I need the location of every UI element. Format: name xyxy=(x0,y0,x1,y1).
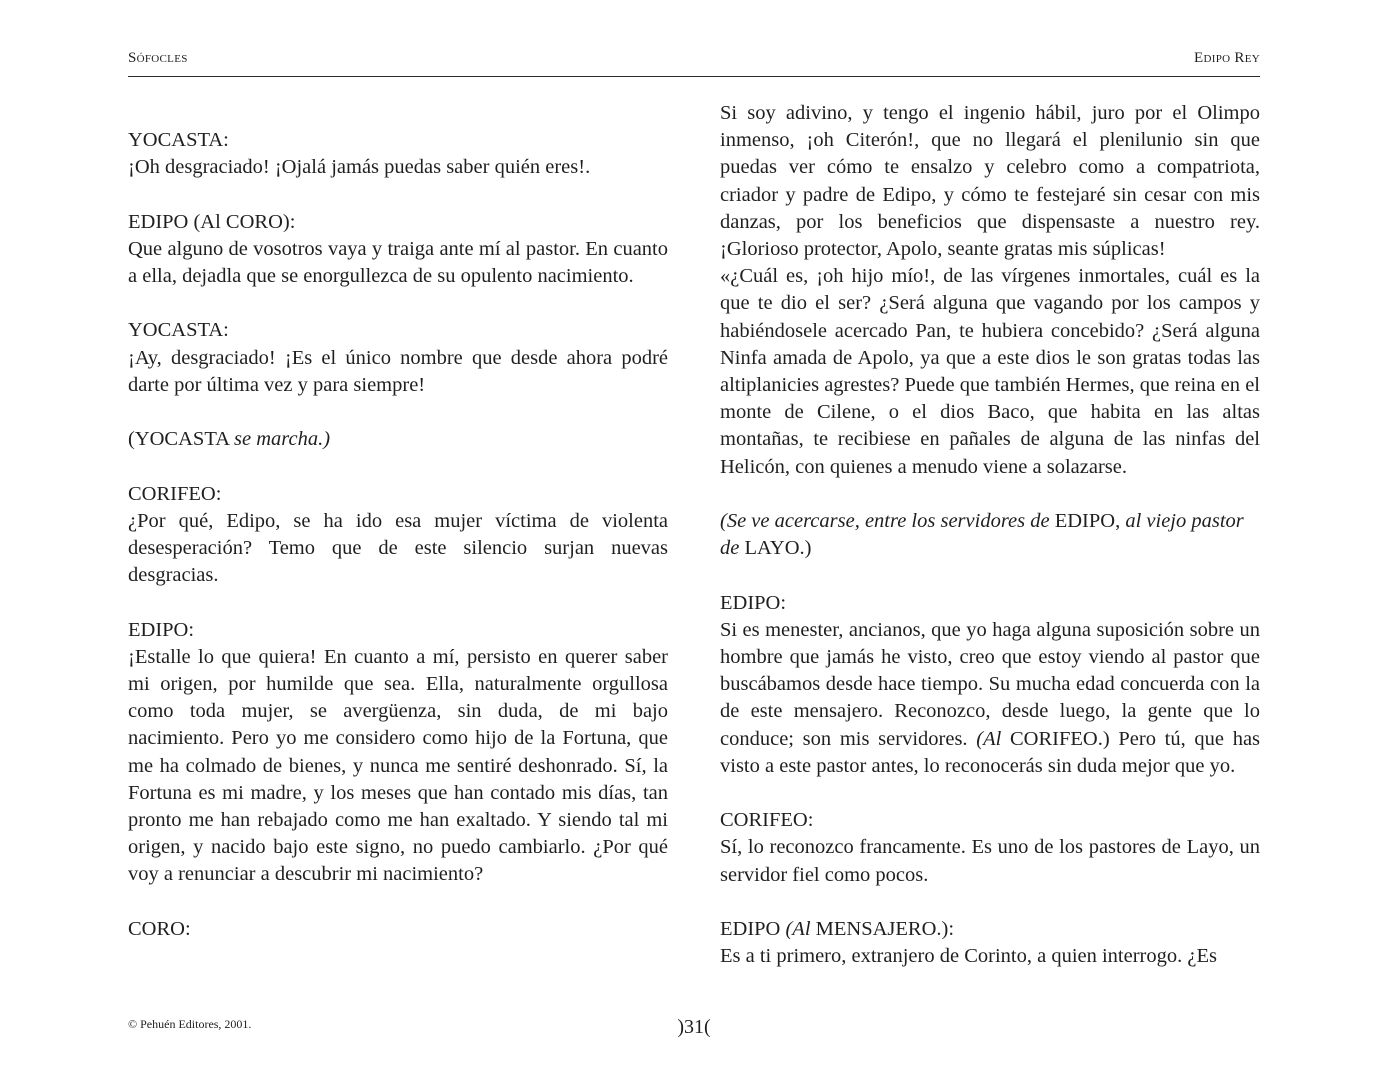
speech-text: ¡Ay, desgraciado! ¡Es el único nombre que desde ahora podré darte por última vez y para siempre! xyxy=(128,346,668,396)
stage-direction: (Se ve acercarse, entre los servidores de EDIPO, al viejo pastor de LAYO.) xyxy=(720,510,1244,560)
header-author: Sófocles xyxy=(128,50,188,66)
header-title: Edipo Rey xyxy=(1194,50,1260,66)
speech-text: ¿Por qué, Edipo, se ha ido esa mujer víctima de violenta desesperación? Temo que de este silencio surjan nuevas desgracias. xyxy=(128,509,668,587)
speech-block xyxy=(128,617,668,889)
stage-direction: (Al xyxy=(976,727,1010,750)
speaker-name: EDIPO: xyxy=(128,618,195,641)
speech-block xyxy=(720,916,1260,970)
speaker-name: CORO: xyxy=(128,917,191,940)
speech-block xyxy=(128,916,668,943)
copyright-notice: © Pehuén Editores, 2001. xyxy=(128,1017,252,1031)
speech-text: ¡Oh desgraciado! ¡Ojalá jamás puedas saber quién eres!. xyxy=(128,156,591,179)
speech-block xyxy=(128,209,668,291)
speech-block xyxy=(128,317,668,399)
speech-block xyxy=(720,807,1260,889)
speech-block xyxy=(720,590,1260,780)
speaker-name: CORIFEO: xyxy=(128,482,222,505)
speech-text: ¡Estalle lo que quiera! En cuanto a mí, persisto en querer saber mi origen, por humilde que sea. Ella, naturalmente orgullosa como toda mujer, se avergüenza, sin duda, de mi bajo nacimiento. Pero yo me considero como hijo de la Fortuna, que me ha colmado de bienes, y nunca me sentiré deshonrado. Sí, la Fortuna es mi madre, y los meses que han contado mis días, tan pronto me han rebajado como me han exaltado. Y siendo tal mi origen, y nacido bajo este signo, no puedo cambiarlo. ¿Por qué voy a renunciar a descubrir mi nacimiento? xyxy=(128,645,668,886)
speaker-name: EDIPO (Al MENSAJERO.): xyxy=(720,918,955,941)
speech-text: Sí, lo reconozco francamente. Es uno de los pastores de Layo, un servidor fiel como pocos. xyxy=(720,836,1260,886)
speech-text: Si es menester, ancianos, que yo haga alguna suposición sobre un hombre que jamás he visto, creo que estoy viendo al pastor que buscábamos desde hace tiempo. Su mucha edad concuerda con la de este mensajero. Reconozco, desde luego, la gente que lo conduce; son mis servidores. (Al CORIFEO.) Pero tú, que has visto a este pastor antes, lo reconocerás sin duda mejor que yo. xyxy=(720,618,1261,777)
speaker-name: CORIFEO: xyxy=(720,809,814,832)
speech-text: Si soy adivino, y tengo el ingenio hábil, juro por el Olimpo inmenso, ¡oh Citerón!, que no llegará el plenilunio sin que puedas ver cómo te ensalzo y celebro como a compatriota, criador y padre de Edipo, y cómo te festejaré sin cesar con mis danzas, por los beneficios que dispensaste a nuestro rey. ¡Glorioso protector, Apolo, seante gratas mis súplicas! xyxy=(720,102,1260,261)
stage-direction: (Al CORO): xyxy=(188,210,296,233)
speech-text: Que alguno de vosotros vaya y traiga ante mí al pastor. En cuanto a ella, dejadla que se enorgullezca de su opulento nacimiento. xyxy=(128,237,668,287)
left-column xyxy=(128,127,668,970)
stage-direction: (YOCASTA se marcha.) xyxy=(128,428,331,451)
right-column xyxy=(720,100,1260,998)
speech-block xyxy=(128,481,668,590)
speaker-name: YOCASTA: xyxy=(128,319,229,342)
speech-block xyxy=(128,127,668,181)
page-number: )31( xyxy=(677,1016,711,1038)
speaker-name: YOCASTA: xyxy=(128,129,229,151)
speaker-name: EDIPO (Al CORO): xyxy=(128,210,296,233)
speaker-name: EDIPO: xyxy=(720,591,787,614)
speech-block xyxy=(720,100,1260,481)
speech-text: Es a ti primero, extranjero de Corinto, a quien interrogo. ¿Es xyxy=(720,945,1217,968)
stage-direction: (Al xyxy=(780,918,816,941)
running-header xyxy=(128,48,1260,77)
speech-text: «¿Cuál es, ¡oh hijo mío!, de las vírgenes inmortales, cuál es la que te dio el ser? ¿Será alguna que vagando por los campos y habiéndosele acercado Pan, te hubiera concebido? ¿Será alguna Ninfa amada de Apolo, ya que a este dios le son gratas todas las altiplanicies agrestes? Puede que también Hermes, que reina en el monte de Cilene, o el dios Baco, que habita en las altas montañas, te recibiese en pañales de alguna de las ninfas del Helicón, con quienes a menudo viene a solazarse. xyxy=(720,265,1260,478)
